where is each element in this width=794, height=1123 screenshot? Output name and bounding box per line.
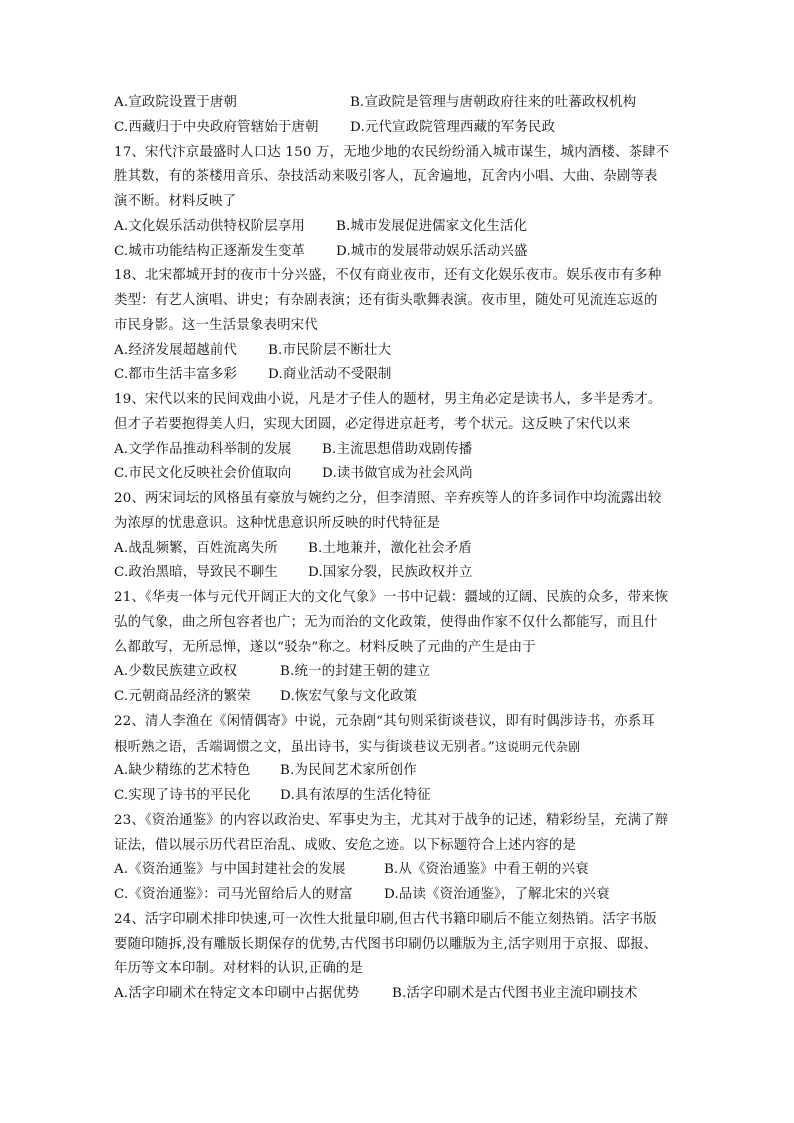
answer-option: D.商业活动不受限制 xyxy=(268,367,392,383)
question-text-line xyxy=(114,388,684,413)
question-text-line xyxy=(114,908,684,933)
question-text-line xyxy=(114,710,684,735)
question-text-line xyxy=(114,487,684,512)
answer-options-row xyxy=(114,116,684,141)
answer-options-row xyxy=(114,537,684,562)
answer-options-row xyxy=(114,240,684,265)
answer-options-row xyxy=(114,759,684,784)
answer-option: C.实现了诗书的平民化 xyxy=(114,788,251,803)
question-text: 要随印随拆,没有雕版长期保存的优势,古代图书印刷仍以雕版为主,活字则用于京报、邸报、 xyxy=(114,936,658,952)
question-content xyxy=(114,91,684,1007)
answer-option: D.元代宣政院管理西藏的军务民政 xyxy=(350,119,556,135)
question-text-line xyxy=(114,611,684,636)
answer-option: C.城市功能结构正逐渐发生变革 xyxy=(114,243,306,259)
question-text: 弘的气象，曲之所包容者也广；无为而治的文化政策，使得曲作家不仅什么都能写，而且什 xyxy=(114,614,658,630)
answer-option: A.活字印刷术在特定文本印刷中占据优势 xyxy=(114,986,360,1001)
answer-option: D.具有浓厚的生活化特征 xyxy=(280,788,431,803)
question-text-line xyxy=(114,586,684,611)
answer-option: D.品读《资治通鉴》，了解北宋的兴衰 xyxy=(384,887,610,902)
question-text-line xyxy=(114,289,684,314)
answer-option: A.经济发展超越前代 xyxy=(114,342,238,358)
question-text: 证法，借以展示历代君臣治乱、成败、安危之迹。以下标题符合上述内容的是 xyxy=(114,837,577,853)
answer-option: D.恢宏气象与文化政策 xyxy=(280,689,418,704)
question-text-line xyxy=(114,413,684,438)
answer-options-row xyxy=(114,215,684,240)
answer-option: C.都市生活丰富多彩 xyxy=(114,367,238,383)
question-text-line xyxy=(114,636,684,661)
question-text: 18、北宋都城开封的夜市十分兴盛，不仅有商业夜市，还有文化娱乐夜市。娱乐夜市有多种 xyxy=(114,268,662,284)
answer-options-row xyxy=(114,685,684,710)
answer-options-row xyxy=(114,561,684,586)
question-text-line xyxy=(114,735,684,760)
question-text-line xyxy=(114,512,684,537)
question-text: 演不断。材料反映了 xyxy=(114,194,237,209)
answer-option: A.《资治通鉴》与中国封建社会的发展 xyxy=(114,862,346,878)
answer-option: A.少数民族建立政权 xyxy=(114,664,238,680)
answer-option: B.宣政院是管理与唐朝政府往来的吐蕃政权机构 xyxy=(350,95,637,110)
question-text: 19、宋代以来的民间戏曲小说，凡是才子佳人的题材，男主角必定是读书人，多半是秀才。 xyxy=(114,392,662,407)
question-text: 23、《资治通鉴》的内容以政治史、军事史为主，尤其对于战争的记述，精彩纷呈，充满了辩 xyxy=(114,812,669,828)
question-text-line xyxy=(114,165,684,190)
question-text-line xyxy=(114,933,684,958)
question-text: 但才子若要抱得美人归，实现大团圆，必定得进京赶考，考个状元。这反映了宋代以来 xyxy=(114,416,631,432)
answer-options-row xyxy=(114,883,684,908)
answer-option: A.文化娱乐活动供特权阶层享用 xyxy=(114,218,306,234)
answer-options-row xyxy=(114,858,684,883)
question-text: 17、宋代汴京最盛时人口达 150 万，无地少地的农民纷纷涌入城市谋生，城内酒楼、茶肆不 xyxy=(114,144,670,160)
answer-options-row xyxy=(114,982,684,1007)
answer-options-row xyxy=(114,438,684,463)
answer-option: B.主流思想借助戏剧传播 xyxy=(322,441,473,457)
answer-option: C.西藏归于中央政府管辖始于唐朝 xyxy=(114,119,319,135)
answer-option: B.从《资治通鉴》中看王朝的兴衰 xyxy=(384,862,589,878)
answer-option: A.宣政院设置于唐朝 xyxy=(114,95,238,110)
answer-options-row xyxy=(114,462,684,487)
answer-options-row xyxy=(114,660,684,685)
question-text: 20、两宋词坛的风格虽有豪放与婉约之分，但李清照、辛弃疾等人的许多词作中均流露出较 xyxy=(114,491,662,506)
question-text: 22、清人李渔在《闲情偶寄》中说，元杂剧“其句则采街谈巷议，即有时偶涉诗书，亦系耳 xyxy=(114,713,655,729)
question-text-line xyxy=(114,957,684,982)
question-text-line xyxy=(114,314,684,339)
question-text: 根听熟之语，舌端调惯之文，虽出诗书，实与街谈巷议无别者。” xyxy=(114,739,495,755)
answer-options-row xyxy=(114,339,684,364)
answer-option: A.缺少精练的艺术特色 xyxy=(114,763,251,779)
answer-option: B.城市发展促进儒家文化生活化 xyxy=(336,218,528,234)
question-text-tail: 这说明元代杂剧 xyxy=(494,739,581,754)
question-text-line xyxy=(114,141,684,166)
question-text: 为浓厚的忧患意识。这种忧患意识所反映的时代特征是 xyxy=(114,515,441,531)
question-text: 胜其数，有的茶楼用音乐、杂技活动来吸引客人，瓦舍遍地，瓦舍内小唱、大曲、杂剧等表 xyxy=(114,169,658,185)
answer-options-row xyxy=(114,363,684,388)
question-text-line xyxy=(114,809,684,834)
answer-option: B.土地兼并，激化社会矛盾 xyxy=(308,540,472,556)
answer-option: B.为民间艺术家所创作 xyxy=(280,763,417,779)
answer-option: D.国家分裂，民族政权并立 xyxy=(308,565,473,581)
answer-option: A.文学作品推动科举制的发展 xyxy=(114,441,292,457)
answer-option: C.《资治通鉴》：司马光留给后人的财富 xyxy=(114,887,353,902)
answer-option: D.读书做官成为社会风尚 xyxy=(322,466,473,482)
answer-option: B.市民阶层不断壮大 xyxy=(268,342,392,358)
answer-option: C.元朝商品经济的繁荣 xyxy=(114,689,251,704)
question-text-line xyxy=(114,190,684,215)
question-text: 21、《华夷一体与元代开阔正大的文化气象》一书中记载：疆域的辽阔、民族的众多，带来恢 xyxy=(114,590,669,605)
question-text-line xyxy=(114,834,684,859)
answer-option: D.城市的发展带动娱乐活动兴盛 xyxy=(336,243,528,259)
answer-options-row xyxy=(114,91,684,116)
question-text: 市民身影。这一生活景象表明宋代 xyxy=(114,317,318,333)
answer-options-row xyxy=(114,784,684,809)
answer-option: C.政治黑暗，导致民不聊生 xyxy=(114,565,278,581)
question-text-line xyxy=(114,264,684,289)
answer-option: A.战乱频繁，百姓流离失所 xyxy=(114,540,278,556)
question-text: 年历等文本印制。对材料的认识,正确的是 xyxy=(114,961,364,977)
question-text: 24、活字印刷术排印快速,可一次性大批量印刷,但古代书籍印刷后不能立刻热销。活字书版 xyxy=(114,911,657,927)
question-text: 么都敢写，无所忌惮，遂以“驳杂”称之。材料反映了元曲的产生是由于 xyxy=(114,639,536,655)
answer-option: B.统一的封建王朝的建立 xyxy=(280,664,431,680)
answer-option: C.市民文化反映社会价值取向 xyxy=(114,466,292,482)
answer-option: B.活字印刷术是古代图书业主流印刷技术 xyxy=(392,986,638,1001)
question-text: 类型：有艺人演唱、讲史；有杂剧表演；还有街头歌舞表演。夜市里，随处可见流连忘返的 xyxy=(114,293,658,308)
